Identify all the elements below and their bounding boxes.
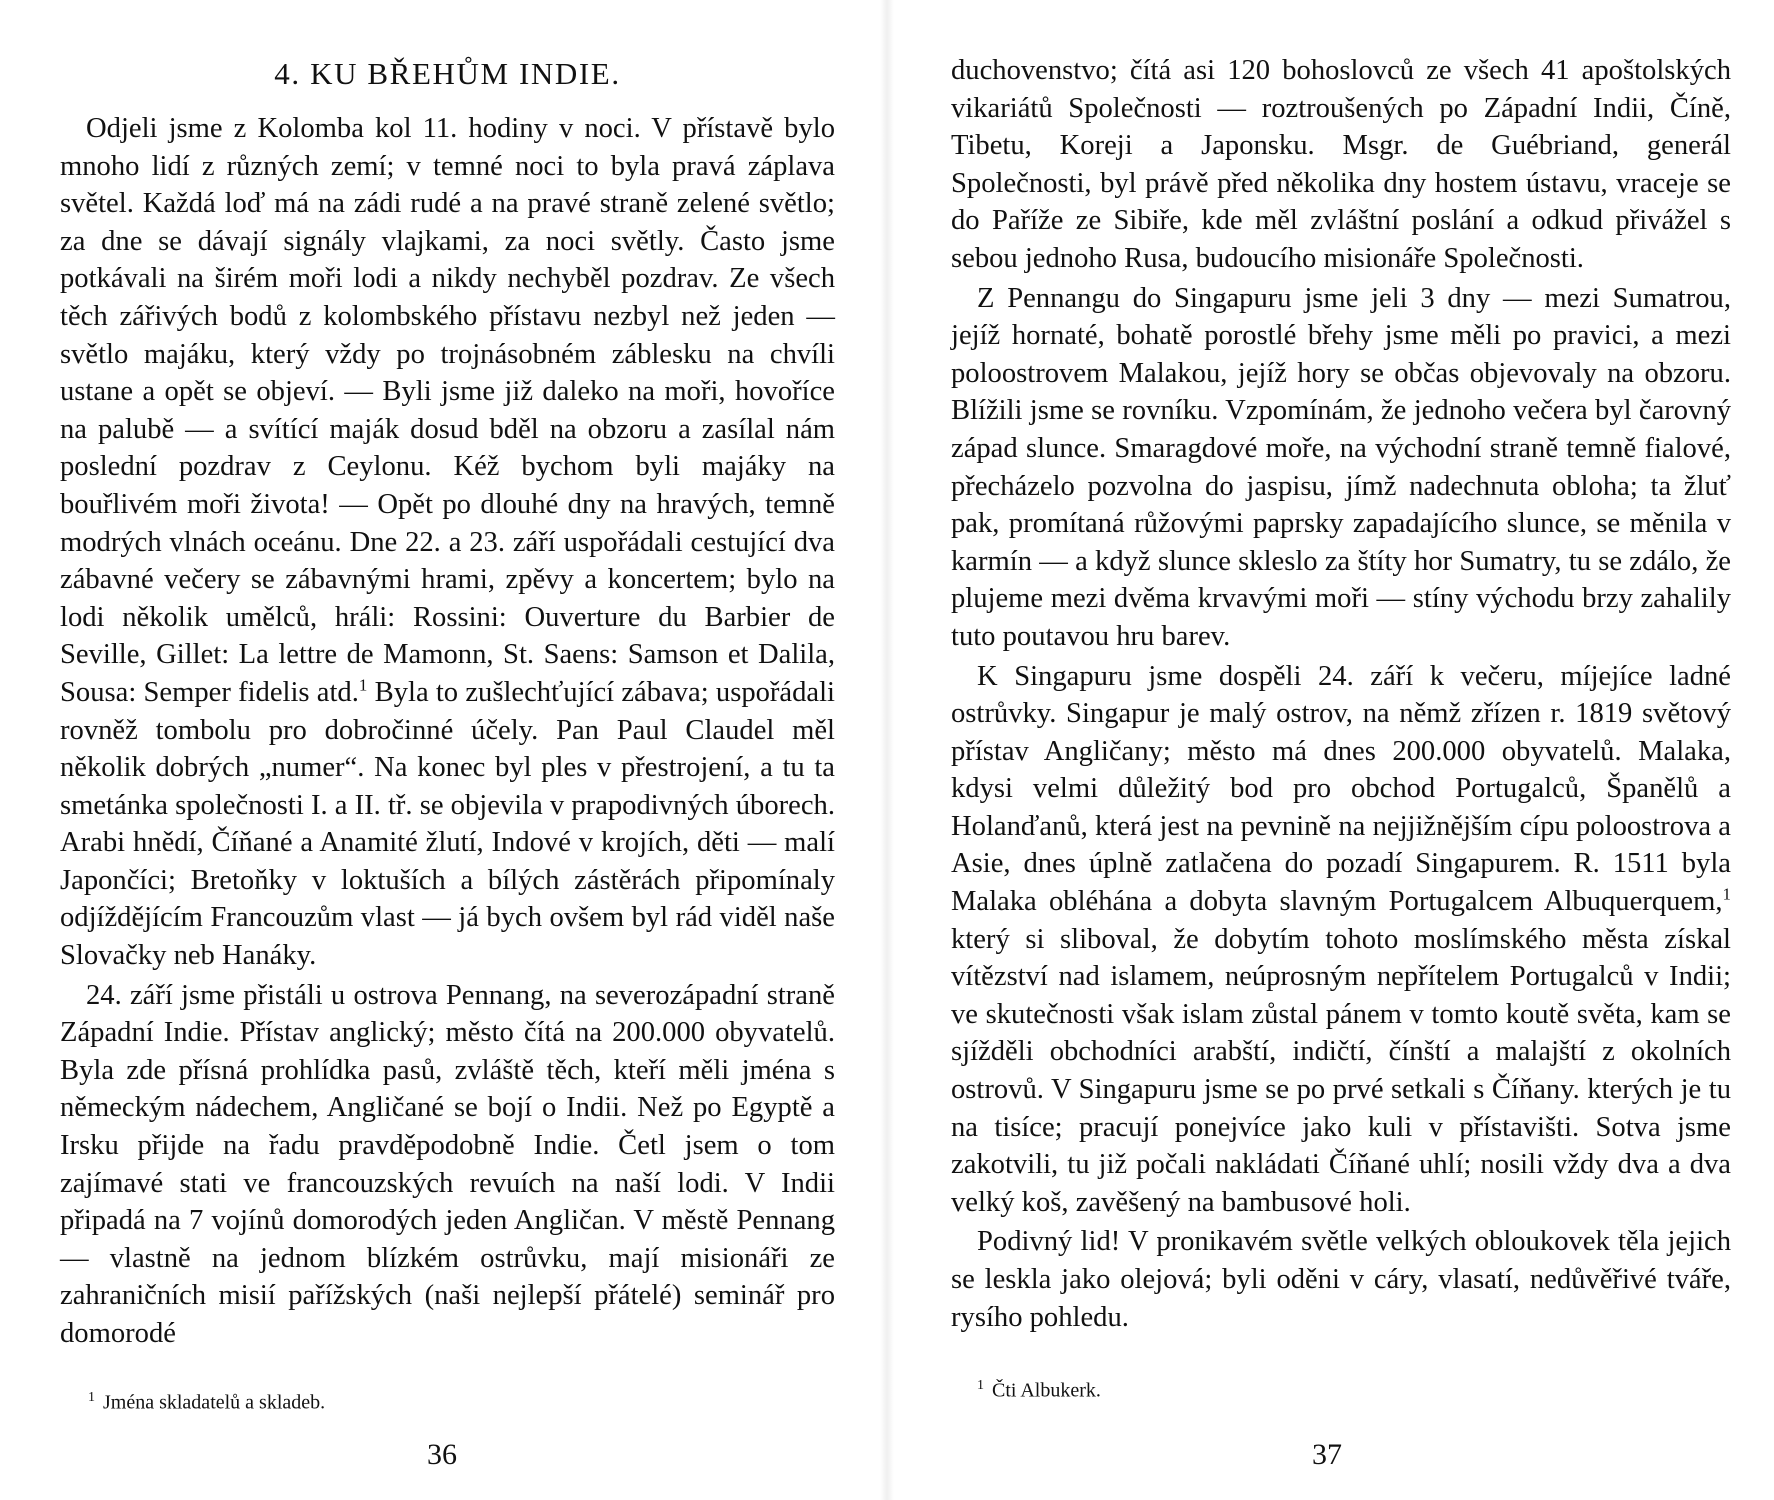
chapter-title: 4. KU BŘEHŮM INDIE.: [274, 56, 621, 91]
footnote: [88, 1386, 325, 1415]
paragraph: Podivný lid! V pronikavém světle velkých obloukovek těla jejich se leskla jako olejová; byli oděni v cáry, vlasatí, nedůvěřivé tváře, rysího pohledu.: [951, 1226, 1731, 1333]
footnote: [977, 1374, 1101, 1403]
paragraph-text: K Singapuru jsme dospěli 24. září k večeru, míjejíce ladné ostrůvky. Singapur je malý ostrov, na němž zřízen r. 1819 světový přístav Angličany; město má dnes 200.000 obyvatelů. Malaka, kdysi velmi důležitý bod pro obchod Portugalců, Španělů a Holanďanů, která jest na pevnině na nejjižnějším cípu poloostrova a Asie, dnes úplně zatlačena do pozadí Singapurem. R. 1511 byla Malaka obléhána a dobyta slavným Portugalcem Albuquerquem,: [951, 660, 1731, 918]
footnote-mark: 1: [88, 1390, 95, 1405]
paragraph-text: který si sliboval, že dobytím tohoto moslímského města získal vítězství nad islamem, neúprosným nepřítelem Portugalců v Indii; ve skutečnosti však islam zůstal pánem v tomto koutě světa, kam se sjížděli obchodníci arabští, indičtí, čínští a malajští z okolních ostrovů. V Singapuru jsme se po prvé setkali s Číňany. kterých je tu na tisíce; pracují ponejvíce jako kuli v přístavišti. Sotva jsme zakotvili, tu již počali nakládati Číňané uhlí; nosili vždy dva a dva velký koš, zavěšený na bambusové holi.: [951, 923, 1731, 1218]
footnote-text: Čti Albukerk.: [992, 1379, 1101, 1402]
paragraph: 24. září jsme přistáli u ostrova Pennang, na severozápadní straně Západní Indie. Přístav anglický; město čítá na 200.000 obyvatelů. Byla zde přísná prohlídka pasů, zvláště těch, kteří měli jména s německým nádechem, Angličané se bojí o Indii. Než po Egyptě a Irsku přijde na řadu pravděpodobně Indie. Četl jsem o tom zajímavé stati ve francouzských revuích na naší lodi. V Indii připadá na 7 vojínů domorodých jeden Angličan. V městě Pennang — vlastně na jednom blízkém ostrůvku, mají misionáři ze zahraničních misií pařížských (naši nejlepší přátelé) seminář pro domorodé: [60, 979, 835, 1349]
paragraph-text: Byla to zušlechťující zábava; uspořádali rovněž tombolu pro dobročinné účely. Pan Paul Claudel měl několik dobrých „numer“. Na konec byl ples v přestrojení, a tu ta smetánka společnosti I. a II. tř. se objevila v prapodivných úborech. Arabi hnědí, Číňané a Anamité žlutí, Indové v krojích, děti — malí Japončíci; Bretoňky v loktuších a bílých zástěrách připomínaly odjíždějícím Francouzům vlast — já bych ovšem byl rád viděl naše Slovačky neb Hanáky.: [60, 676, 836, 972]
right-text-column: [951, 52, 1731, 1338]
paragraph: Z Pennangu do Singapuru jsme jeli 3 dny — mezi Sumatrou, jejíž hornaté, bohatě porostlé břehy jsme měli po pravici, a mezi poloostrovem Malakou, jejíž hory se občas objevovaly na obzoru. Blížili jsme se rovníku. Vzpomínám, že jednoho večera byl čarovný západ slunce. Smaragdové moře, na východní straně temně fialové, přecházelo pozvolna do jaspisu, jímž nadechnuta obloha; ta žluť pak, promítaná růžovými paprsky zapadajícího slunce, se měnila v karmín — a když slunce skleslo za štíty hor Sumatry, tu se zdálo, že plujeme mezi dvěma krvavými moři — stíny východu brzy zahalily tuto poutavou hru barev.: [951, 282, 1731, 652]
footnote-reference: 1: [358, 675, 368, 695]
paragraph-text: Odjeli jsme z Kolomba kol 11. hodiny v noci. V přístavě bylo mnoho lidí z různých zemí; v temné noci to byla pravá záplava světel. Každá loď má na zádi rudé a na pravé straně zelené světlo; za dne se dávají signály vlajkami, za noci světly. Často jsme potkávali na širém moři lodi a nikdy nechyběl pozdrav. Ze všech těch zářivých bodů z kolombského přístavu nezbyl než jeden — světlo majáku, který vždy po trojnásobném záblesku na chvíli ustane a opět se objeví. — Byli jsme již daleko na moři, hovoříce na palubě — a svítící maják dosud bděl na obzoru a zasílal nám poslední pozdrav z Ceylonu. Kéž bychom byli majáky na bouřlivém moři života! — Opět po dlouhé dny na hravých, temně modrých vlnách oceánu. Dne 22. a 23. září uspořádali cestující dva zábavné večery se zábavnými hrami, zpěvy a koncertem; bylo na lodi několik umělců, hráli: Rossini: Ouverture du Barbier de Seville, Gillet: La lettre de Mamonn, St. Saens: Samson et Dalila, Sousa: Semper fidelis atd.: [60, 113, 835, 708]
right-page: [887, 0, 1774, 1500]
footnote-reference: 1: [1722, 884, 1731, 904]
paragraph: duchovenstvo; čítá asi 120 bohoslovců ze všech 41 apoštolských vikariátů Společnosti — roztroušených po Západní Indii, Číně, Tibetu, Koreji a Japonsku. Msgr. de Guébriand, generál Společnosti, byl právě před několika dny hostem ústavu, vraceje se do Paříže ze Sibiře, kde měl zvláštní poslání a odkud přivážel s sebou jednoho Rusa, budoucího misionáře Společnosti.: [951, 55, 1731, 274]
paragraph: [60, 110, 835, 975]
footnote-text: Jména skladatelů a skladeb.: [103, 1391, 326, 1414]
left-text-column: [60, 52, 835, 1355]
footnote-mark: 1: [977, 1378, 984, 1393]
page-number: 37: [1312, 1438, 1342, 1471]
paragraph: [951, 658, 1731, 1222]
page-number: 36: [427, 1438, 457, 1471]
